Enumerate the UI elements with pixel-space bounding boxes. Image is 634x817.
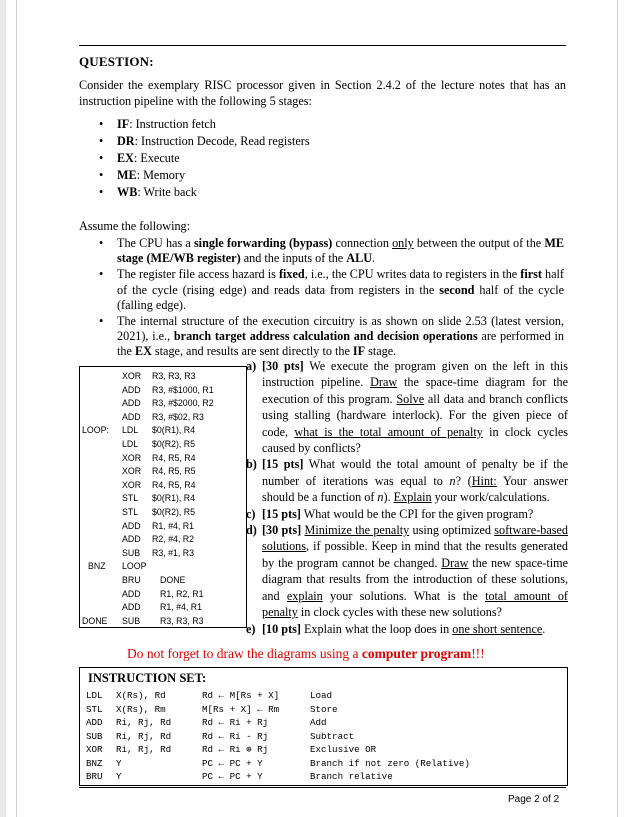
task-list bbox=[246, 358, 568, 637]
instruction-set-title: INSTRUCTION SET: bbox=[88, 671, 207, 685]
question-title: QUESTION: bbox=[79, 54, 154, 69]
program-listing: XOR R3, R3, R3 ADD R3, #$1000, R1 ADD R3, #$2000, R2 ADD R3, #$02, R3 LOOP: LDL $0(R1), R4 LDL $0(R2), R5 XOR R4, R5, R4 XOR R4, R5, R5 XOR R4, R5, R4 STL $0(R1), R4 STL $0(R2), R5 ADD R1, #4, R1 ADD R2, #4, R2 SUB R3, #1, R3 BNZ LOOP BRU DONE ADD R1, R2, R1 ADD R1, #4, R1 DONE SUB R3, R3, R3 bbox=[79, 366, 247, 628]
assumption-list bbox=[99, 236, 564, 361]
bottom-rule bbox=[79, 787, 566, 788]
task-c: c) [15 pts] What would be the CPI for the given program? bbox=[246, 506, 534, 521]
viewer-left-edge bbox=[0, 0, 6, 817]
instruction-set-table: INSTRUCTION SET: LDL X(Rs), Rd Rd ← M[Rs + X] Load STL X(Rs), Rm M[Rs + X] ← Rm Store ADD Ri, Rj, Rd Rd ← Ri + Rj Add SUB Ri, Rj, Rd Rd ← Ri - Rj Subtract XOR Ri, Rj, Rd Rd ← Ri ⊕ Rj Exclusive OR BNZ Y PC ← PC + Y Branch if not zero (Relative) BRU Y PC ← PC + Y Branch relative bbox=[79, 667, 568, 786]
stage-item: • EX: Execute bbox=[99, 150, 310, 167]
stage-item: • IF: Instruction fetch bbox=[99, 116, 310, 133]
task-d: d) [30 pts] Minimize the penalty using optimized software-based solutions, if possible. Keep in mind that the results generated by the program cannot be changed. Draw the new space-time diagram that results from the introduction of these solutions, and explain your solutions. What is the total amount of penalty in clock cycles with these new solutions? bbox=[246, 523, 569, 620]
task-a: a) [30 pts] We execute the program given on the left in this instruction pipeline. Draw the space-time diagram for the execution of this program. Solve all data and branch conflicts using stalling (hardware interlock). For the given piece of code, what is the total amount of penalty in clock cycles caused by conflicts? bbox=[246, 359, 568, 456]
assumption-item: • The CPU has a single forwarding (bypass) connection only between the output of the ME stage (ME/WB register) and the inputs of the ALU. bbox=[99, 236, 564, 266]
stage-list bbox=[99, 116, 310, 201]
top-rule bbox=[79, 45, 566, 46]
task-b: b) [15 pts] What would the total amount of penalty be if the number of iterations was equal to n? (Hint: Your answer should be a function of n). Explain your work/calculations. bbox=[246, 457, 569, 505]
assumption-item: • The register file access hazard is fixed, i.e., the CPU writes data to registers in the first half of the cycle (rising edge) and reads data from registers in the second half of the cycle (falling edge). bbox=[99, 267, 564, 313]
page-number: Page 2 of 2 bbox=[508, 794, 560, 805]
assume-heading: Assume the following: bbox=[79, 219, 191, 233]
diagram-warning: Do not forget to draw the diagrams using a computer program!!! bbox=[127, 646, 485, 661]
stage-item: • WB: Write back bbox=[99, 184, 310, 201]
assumption-item: • The internal structure of the execution circuitry is as shown on slide 2.53 (latest version, 2021), i.e., branch target address calculation and decision operations are performed in the EX stage, and results are sent directly to the IF stage. bbox=[99, 314, 564, 360]
task-e: e) [10 pts] Explain what the loop does in one short sentence. bbox=[246, 621, 546, 636]
stage-item: • DR: Instruction Decode, Read registers bbox=[99, 133, 310, 150]
stage-item: • ME: Memory bbox=[99, 167, 310, 184]
intro-paragraph: Consider the exemplary RISC processor given in Section 2.4.2 of the lecture notes that has an instruction pipeline with the following 5 stages: bbox=[79, 78, 566, 108]
